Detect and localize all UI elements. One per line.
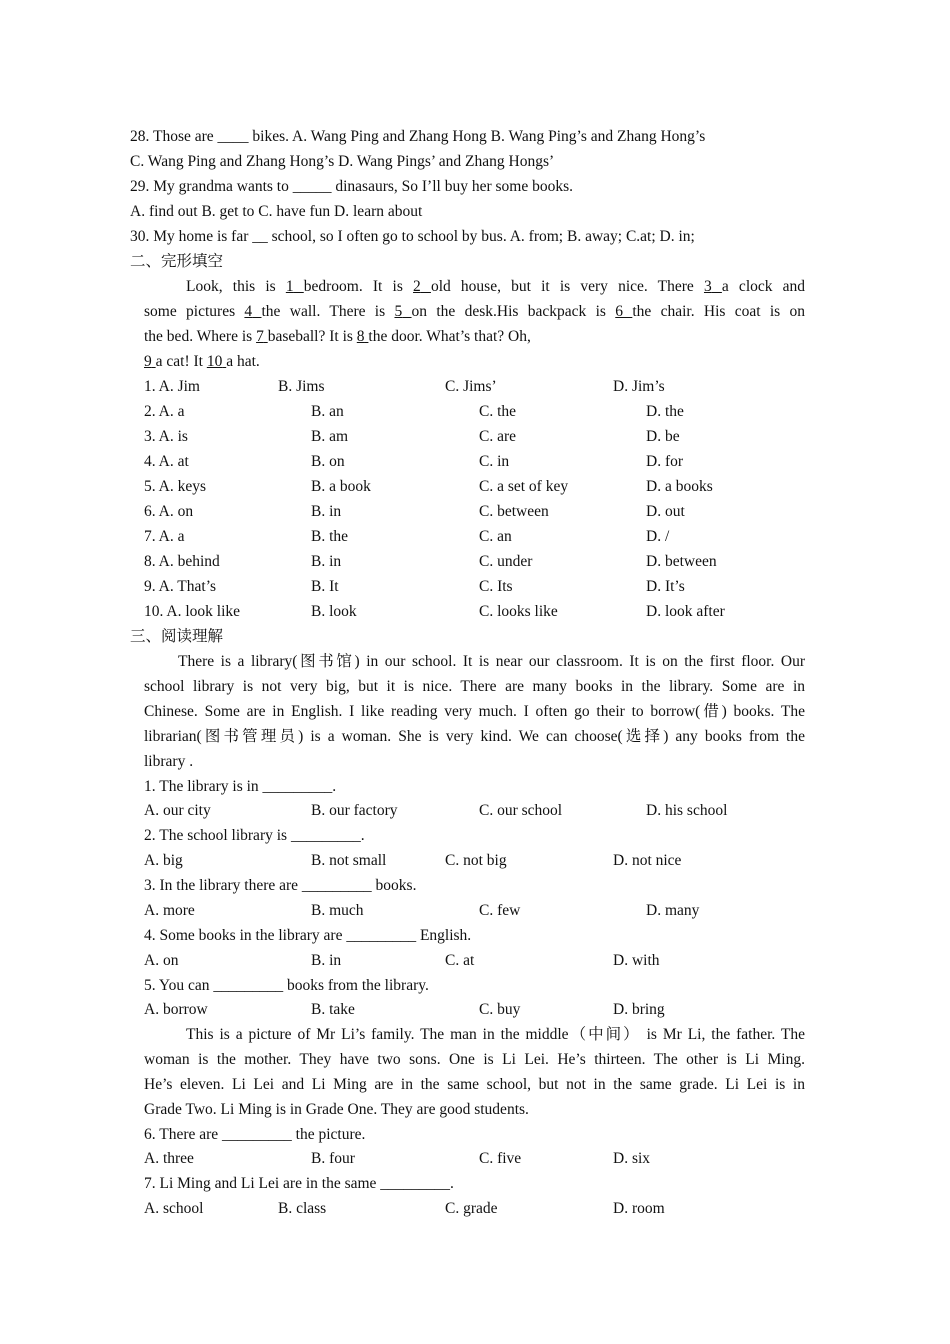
option-c: C. an xyxy=(479,528,512,545)
option-c: C. at xyxy=(445,952,475,969)
option-d: D. room xyxy=(613,1200,665,1217)
option-a: 4. A. at xyxy=(144,453,189,470)
option-b: B. in xyxy=(311,553,342,570)
option-c: C. are xyxy=(479,428,517,445)
option-d: D. Jim’s xyxy=(613,378,665,395)
question-29-options: A. find out B. get to C. have fun D. learn about xyxy=(130,203,423,220)
cloze-line-4: 9 a cat! It 10 a hat. xyxy=(144,353,260,370)
option-c: C. five xyxy=(479,1150,522,1167)
option-b: B. on xyxy=(311,453,345,470)
option-d: D. bring xyxy=(613,1001,665,1018)
reading-question: 3. In the library there are _________ books. xyxy=(144,877,417,894)
question-30: 30. My home is far __ school, so I often go to school by bus. A. from; B. away; C.at; D. in; xyxy=(130,228,695,245)
reading-1-line: library . xyxy=(144,753,194,770)
option-b: B. take xyxy=(311,1001,355,1018)
option-b: B. in xyxy=(311,952,342,969)
option-d: D. six xyxy=(613,1150,651,1167)
option-d: D. many xyxy=(646,902,700,919)
option-a: 9. A. That’s xyxy=(144,578,217,595)
reading-question: 6. There are _________ the picture. xyxy=(144,1126,366,1143)
option-d: D. for xyxy=(646,453,684,470)
option-c: C. not big xyxy=(445,852,507,869)
option-b: B. a book xyxy=(311,478,371,495)
reading-2-line: This is a picture of Mr Li’s family. The man in the middle（中间） is Mr Li, the father. The xyxy=(186,1026,805,1043)
option-a: 7. A. a xyxy=(144,528,185,545)
option-a: A. big xyxy=(144,852,183,869)
option-c: C. Its xyxy=(479,578,513,595)
option-d: D. not nice xyxy=(613,852,682,869)
section-3-title: 三、阅读理解 xyxy=(130,628,224,645)
reading-2-line: Grade Two. Li Ming is in Grade One. They are good students. xyxy=(144,1101,529,1118)
option-c: C. Jims’ xyxy=(445,378,497,395)
option-d: D. out xyxy=(646,503,685,520)
section-2-title: 二、完形填空 xyxy=(130,253,224,270)
option-d: D. look after xyxy=(646,603,725,620)
option-c: C. between xyxy=(479,503,549,520)
option-c: C. buy xyxy=(479,1001,521,1018)
option-b: B. in xyxy=(311,503,342,520)
option-a: 6. A. on xyxy=(144,503,194,520)
reading-1-line: Chinese. Some are in English. I like reading very much. I often go their to borrow(借) books. The xyxy=(144,703,805,720)
reading-1-line: There is a library(图书馆) in our school. It is near our classroom. It is on the first floor. Our xyxy=(178,653,805,670)
option-a: A. our city xyxy=(144,802,211,819)
option-c: C. in xyxy=(479,453,510,470)
option-a: 1. A. Jim xyxy=(144,378,200,395)
reading-question: 5. You can _________ books from the library. xyxy=(144,977,429,994)
option-c: C. our school xyxy=(479,802,563,819)
option-a: A. more xyxy=(144,902,195,919)
reading-1-line: librarian(图书管理员) is a woman. She is very kind. We can choose(选择) any books from the xyxy=(144,728,805,745)
option-a: 5. A. keys xyxy=(144,478,206,495)
option-d: D. between xyxy=(646,553,717,570)
option-b: B. our factory xyxy=(311,802,398,819)
option-d: D. It’s xyxy=(646,578,685,595)
option-b: B. four xyxy=(311,1150,355,1167)
option-b: B. not small xyxy=(311,852,387,869)
option-a: 8. A. behind xyxy=(144,553,220,570)
option-c: C. under xyxy=(479,553,533,570)
question-28-stem: 28. Those are ____ bikes. A. Wang Ping and Zhang Hong B. Wang Ping’s and Zhang Hong’s xyxy=(130,128,706,145)
option-c: C. the xyxy=(479,403,517,420)
option-d: D. be xyxy=(646,428,680,445)
option-b: B. It xyxy=(311,578,339,595)
option-b: B. class xyxy=(278,1200,327,1217)
option-b: B. am xyxy=(311,428,349,445)
option-d: D. with xyxy=(613,952,660,969)
reading-question: 2. The school library is _________. xyxy=(144,827,365,844)
option-d: D. / xyxy=(646,528,670,545)
option-a: 10. A. look like xyxy=(144,603,241,620)
option-b: B. an xyxy=(311,403,344,420)
option-c: C. a set of key xyxy=(479,478,569,495)
option-a: 3. A. is xyxy=(144,428,188,445)
reading-2-line: He’s eleven. Li Lei and Li Ming are in the same school, but not in the same grade. Li Lei is in xyxy=(144,1076,805,1093)
reading-1-line: school library is not very big, but it is nice. There are many books in the library. Some are in xyxy=(144,678,805,695)
cloze-line-2: some pictures 4 the wall. There is 5 on the desk.His backpack is 6 the chair. His coat is on xyxy=(144,303,806,320)
option-a: A. on xyxy=(144,952,179,969)
option-d: D. a books xyxy=(646,478,713,495)
option-c: C. grade xyxy=(445,1200,498,1217)
option-b: B. the xyxy=(311,528,349,545)
option-b: B. look xyxy=(311,603,357,620)
option-a: A. borrow xyxy=(144,1001,208,1018)
option-c: C. looks like xyxy=(479,603,558,620)
reading-question: 7. Li Ming and Li Lei are in the same _________. xyxy=(144,1175,454,1192)
cloze-line-3: the bed. Where is 7 baseball? It is 8 the door. What’s that? Oh, xyxy=(144,328,531,345)
reading-question: 4. Some books in the library are _________ English. xyxy=(144,927,472,944)
cloze-line-1: Look, this is 1 bedroom. It is 2 old house, but it is very nice. There 3 a clock and xyxy=(186,278,806,295)
question-29-stem: 29. My grandma wants to _____ dinasaurs, So I’ll buy her some books. xyxy=(130,178,573,195)
question-28-options: C. Wang Ping and Zhang Hong’s D. Wang Pings’ and Zhang Hongs’ xyxy=(130,153,555,170)
option-a: A. three xyxy=(144,1150,194,1167)
option-d: D. the xyxy=(646,403,684,420)
reading-question: 1. The library is in _________. xyxy=(144,778,337,795)
reading-2-line: woman is the mother. They have two sons. One is Li Lei. He’s thirteen. The other is Li Ming. xyxy=(144,1051,805,1068)
option-d: D. his school xyxy=(646,802,728,819)
option-c: C. few xyxy=(479,902,521,919)
option-a: 2. A. a xyxy=(144,403,185,420)
option-a: A. school xyxy=(144,1200,204,1217)
option-b: B. Jims xyxy=(278,378,325,395)
option-b: B. much xyxy=(311,902,364,919)
